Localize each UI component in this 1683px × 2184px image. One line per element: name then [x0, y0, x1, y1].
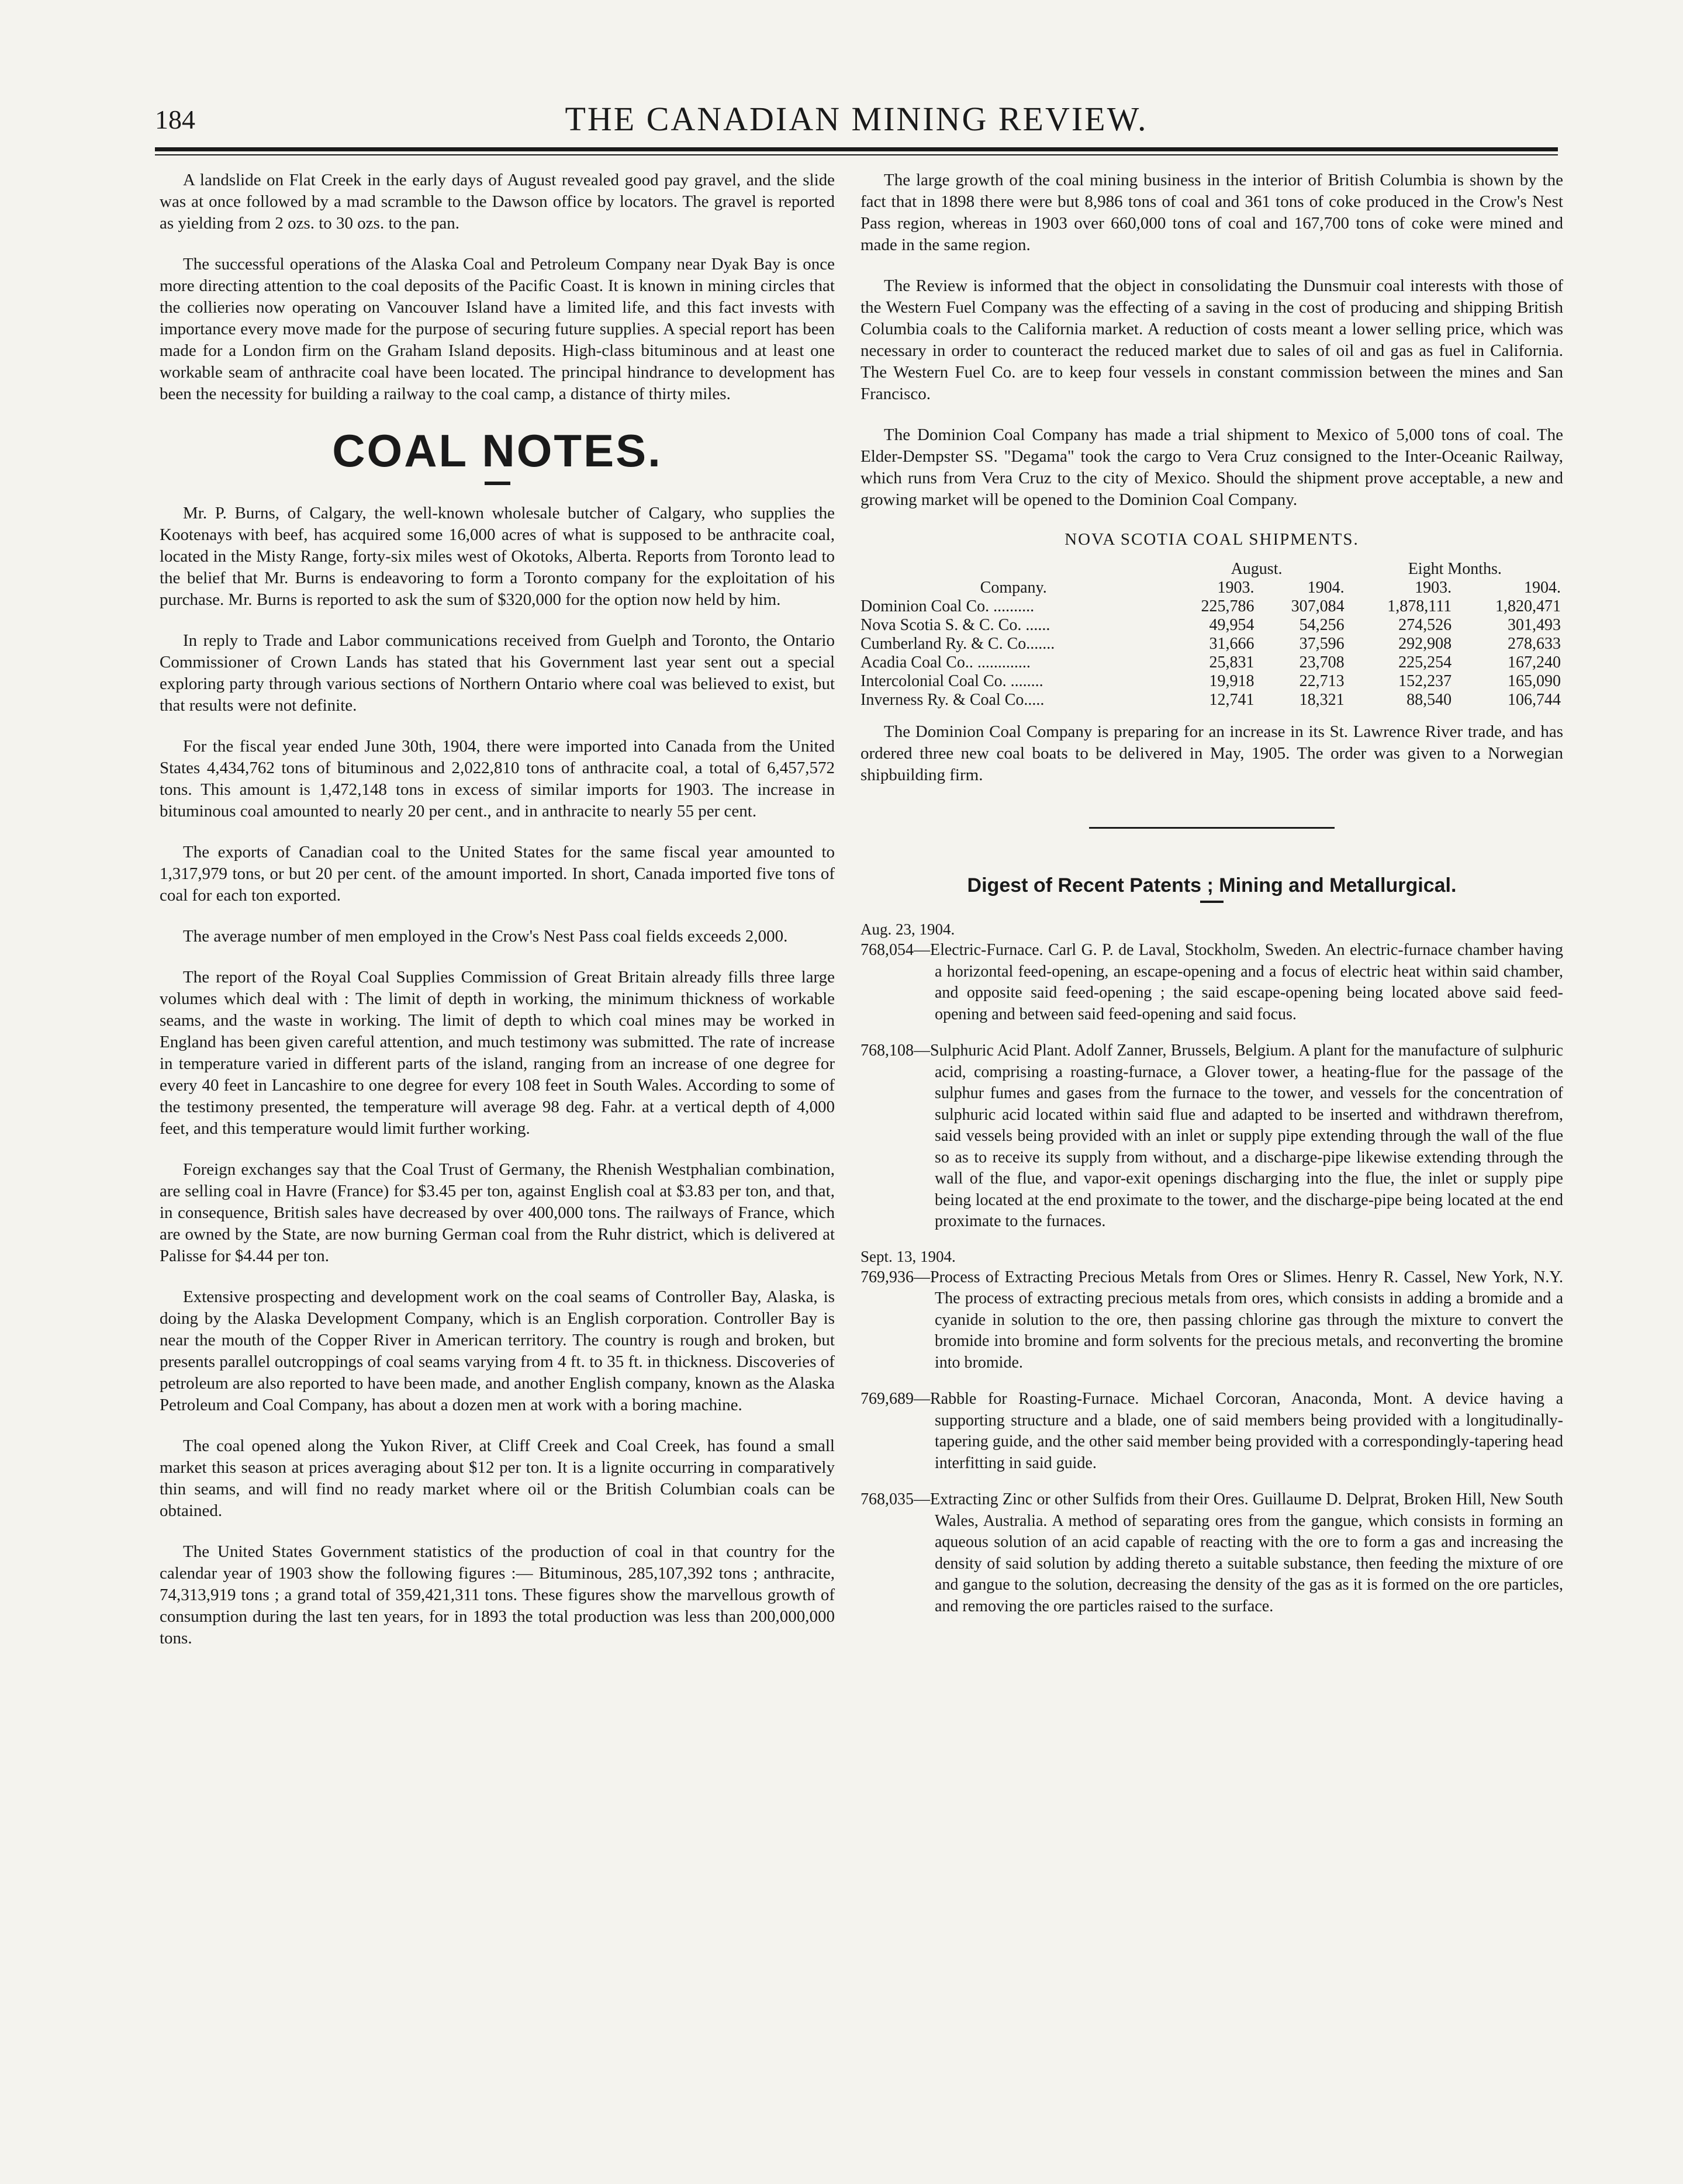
patents-heading: Digest of Recent Patents ; Mining and Metallurgical.	[967, 874, 1457, 897]
patent-entry: 768,108—Sulphuric Acid Plant. Adolf Zanner, Brussels, Belgium. A plant for the manufacture of sulphuric acid, comprising a roasting-furnace, a Glover tower, a heating-flue for the passage of the sulphur fumes and gases from the furnace to the tower, and vessels for the concentration of sulphuric acid located within said flue and adapted to be inserted and withdrawn therefrom, said vessels being provided with an inlet or supply pipe extending through the wall of the flue so as to receive its supply from without, and a discharge-pipe likewise extending through the wall of the flue, and vapor-exit openings discharging into the flue, the inlet or supply pipe being located at the end proximate to the tower, and the discharge-pipe being located at the end proximate to the furnaces.	[860, 1041, 1563, 1230]
column-header-year: 1904.	[1524, 579, 1561, 597]
journal-title: THE CANADIAN MINING REVIEW.	[565, 100, 1148, 138]
patent-entry: 769,936—Process of Extracting Precious Metals from Ores or Slimes. Henry R. Cassel, New York, N.Y. The process of extracting precious metals from ores, which consists in adding a bromide and a cyanide in solution to the ore, then passing chlorine gas through the mixture to convert the bromide into bromine and form solvents for the precious metals, and reconverting the bromine into bromide.	[860, 1268, 1563, 1372]
article-paragraph: Extensive prospecting and development work on the coal seams of Controller Bay, Alaska, is doing by the Alaska Development Company, which is an English corporation. Controller Bay is near the mouth of the Copper River in American territory. The country is rough and broken, but presents parallel outcroppings of coal seams varying from 4 ft. to 35 ft. in thickness. Discoveries of petroleum are also reported to have been made, and another English company, known as the Alaska Petroleum and Coal Company, has about a dozen men at work with a boring machine.	[160, 1287, 835, 1414]
company-cell: Nova Scotia S. & C. Co. ......	[860, 616, 1050, 634]
table-row	[860, 597, 1563, 616]
right-column	[860, 169, 1563, 1632]
value-cell: 31,666	[1209, 635, 1255, 653]
value-cell: 225,786	[1201, 597, 1255, 615]
company-cell: Acadia Coal Co.. .............	[860, 653, 1031, 672]
section-divider	[1089, 827, 1335, 829]
column-header-year: 1903.	[1217, 579, 1255, 597]
table-row	[860, 635, 1563, 653]
page-header	[155, 94, 1558, 140]
article-paragraph: The Dominion Coal Company is preparing for an increase in its St. Lawrence River trade, and has ordered three new coal boats to be delivered in May, 1905. The order was given to a Norwegian shipbuilding firm.	[860, 722, 1563, 784]
shipments-table	[860, 560, 1563, 709]
heading-dash	[485, 482, 510, 485]
group-header-eight-months: Eight Months.	[1408, 560, 1502, 578]
patent-entry: 768,035—Extracting Zinc or other Sulfids from their Ores. Guillaume D. Delprat, Broken Hill, New South Wales, Australia. A method of separating ores from the gangue, which consists in forming an aqueous solution of an acid capable of reacting with the ore to form a gas and increasing the density of said solution by adding thereto a suitable substance, then feeding the mixture of ore and gangue to the solution, decreasing the density of the gas as it is formed on the ore particles, and removing the ore particles raised to the surface.	[860, 1490, 1563, 1615]
company-cell: Dominion Coal Co. ..........	[860, 597, 1035, 615]
article-paragraph: The United States Government statistics of the production of coal in that country for the calendar year of 1903 show the following figures :— Bituminous, 285,107,392 tons ; anthracite, 74,313,919 tons ; a grand total of 359,421,311 tons. These figures show the marvellous growth of consumption during the last ten years, for in 1893 the total production was less than 200,000,000 tons.	[160, 1542, 835, 1647]
table-group-header-row	[860, 560, 1563, 579]
article-paragraph: A landslide on Flat Creek in the early days of August revealed good pay gravel, and the slide was at once followed by a mad scramble to the Dawson office by locators. The gravel is reported as yielding from 2 ozs. to 30 ozs. to the pan.	[160, 171, 835, 233]
article-paragraph: Mr. P. Burns, of Calgary, the well-known wholesale butcher of Calgary, who supplies the Kootenays with beef, has acquired some 16,000 acres of what is supposed to be anthracite coal, located in the Misty Range, forty-six miles west of Okotoks, Alberta. Reports from Toronto lead to the belief that Mr. Burns is endeavoring to form a Toronto company for the exploitation of his purchase. Mr. Burns is reported to ask the sum of $320,000 for the option now held by him.	[160, 504, 835, 609]
article-paragraph: The large growth of the coal mining business in the interior of British Columbia is shown by the fact that in 1898 there were but 8,986 tons of coal and 361 tons of coke produced in the Crow's Nest Pass region, whereas in 1903 over 660,000 tons of coal and 167,700 tons of coke were mined and made in the same region.	[860, 171, 1563, 254]
article-paragraph: The report of the Royal Coal Supplies Commission of Great Britain already fills three large volumes which deal with : The limit of depth in working, the minimum thickness of workable seams, and the waste in working. The limit of depth to which coal mines may be worked in England has been given careful attention, and much testimony was submitted. The rate of increase in temperature varied in different parts of the island, ranging from an increase of one degree for every 40 feet in Lancashire to one degree for every 108 feet in South Wales. According to some of the testimony presented, the temperature will average 98 deg. Fahr. at a vertical depth of 4,000 feet, and this temperature would limit further working.	[160, 968, 835, 1138]
article-paragraph: Foreign exchanges say that the Coal Trust of Germany, the Rhenish Westphalian combination, are selling coal in Havre (France) for $3.45 per ton, against English coal at $3.83 per ton, and that, in consequence, British sales have decreased by over 400,000 tons. The railways of France, which are owned by the State, are now burning German coal from the Ruhr district, which is delivered at Palisse for $4.44 per ton.	[160, 1160, 835, 1265]
header-rule-thin	[155, 154, 1558, 155]
value-cell: 165,090	[1508, 672, 1561, 690]
patent-entry: 769,689—Rabble for Roasting-Furnace. Michael Corcoran, Anaconda, Mont. A device having a supporting structure and a blade, one of said members being provided with a longitudinally-tapering guide, and the other said member being provided with a correspondingly-tapering head interfitting in said guide.	[860, 1390, 1563, 1472]
value-cell: 18,321	[1299, 691, 1345, 709]
company-cell: Cumberland Ry. & C. Co.......	[860, 635, 1055, 653]
value-cell: 167,240	[1508, 653, 1561, 672]
value-cell: 12,741	[1209, 691, 1255, 709]
value-cell: 54,256	[1299, 616, 1345, 634]
value-cell: 106,744	[1508, 691, 1561, 709]
header-rule	[155, 147, 1558, 151]
value-cell: 225,254	[1398, 653, 1452, 672]
article-paragraph: The coal opened along the Yukon River, at Cliff Creek and Coal Creek, has found a small market this season at prices averaging about $12 per ton. It is a lignite occurring in comparatively thin seams, and will find no ready market where oil or the British Columbian coals can be obtained.	[160, 1437, 835, 1520]
column-header-year: 1903.	[1415, 579, 1452, 597]
table-row	[860, 691, 1563, 709]
article-paragraph: The exports of Canadian coal to the United States for the same fiscal year amounted to 1,317,979 tons, or but 20 per cent. of the amount imported. In short, Canada imported five tons of coal for each ton exported.	[160, 843, 835, 905]
article-paragraph: The average number of men employed in the Crow's Nest Pass coal fields exceeds 2,000.	[183, 927, 788, 946]
patent-date: Aug. 23, 1904.	[860, 920, 955, 938]
heading-dash	[1200, 901, 1224, 903]
left-column	[160, 169, 835, 1669]
article-paragraph: The Dominion Coal Company has made a trial shipment to Mexico of 5,000 tons of coal. The Elder-Dempster SS. "Degama" took the cargo to Vera Cruz consigned to the Inter-Oceanic Railway, which runs from Vera Cruz to the city of Mexico. Should the shipment prove acceptable, a new and growing market will be opened to the Dominion Coal Company.	[860, 425, 1563, 509]
value-cell: 23,708	[1299, 653, 1345, 672]
group-header-august: August.	[1231, 560, 1283, 578]
value-cell: 25,831	[1209, 653, 1255, 672]
value-cell: 22,713	[1299, 672, 1345, 690]
value-cell: 1,820,471	[1495, 597, 1561, 615]
company-cell: Intercolonial Coal Co. ........	[860, 672, 1043, 690]
table-row	[860, 616, 1563, 635]
table-row	[860, 653, 1563, 672]
column-header-company: Company.	[980, 579, 1047, 597]
article-paragraph: The successful operations of the Alaska Coal and Petroleum Company near Dyak Bay is once more directing attention to the coal deposits of the Pacific Coast. It is known in mining circles that the collieries now operating on Vancouver Island have a limited life, and this fact invests with importance every move made for the purpose of securing future supplies. A special report has been made for a London firm on the Graham Island deposits. High-class bituminous and at least one workable seam of anthracite coal have been located. The principal hindrance to development has been the necessity for building a railway to the coal camp, a distance of thirty miles.	[160, 255, 835, 403]
patent-date: Sept. 13, 1904.	[860, 1247, 956, 1265]
table-row	[860, 672, 1563, 691]
section-heading-coal-notes: COAL NOTES.	[332, 425, 662, 476]
page-number: 184	[155, 105, 195, 134]
value-cell: 49,954	[1209, 616, 1255, 634]
patent-entry: 768,054—Electric-Furnace. Carl G. P. de Laval, Stockholm, Sweden. An electric-furnace chamber having a horizontal feed-opening, an escape-opening and a focus of electric heat within said chamber, and opposite said feed-opening ; the said escape-opening being located above said feed-opening and between said feed-opening and said focus.	[860, 941, 1563, 1023]
article-paragraph: The Review is informed that the object in consolidating the Dunsmuir coal interests with those of the Western Fuel Company was the effecting of a saving in the cost of producing and shipping British Columbia coals to the California market. A reduction of costs meant a lower selling price, which was necessary in order to counteract the reduced market due to sales of oil and gas as fuel in California. The Western Fuel Co. are to keep four vessels in constant commission between the mines and San Francisco.	[860, 276, 1563, 403]
column-header-year: 1904.	[1307, 579, 1345, 597]
value-cell: 37,596	[1299, 635, 1345, 653]
value-cell: 301,493	[1508, 616, 1561, 634]
value-cell: 278,633	[1508, 635, 1561, 653]
value-cell: 19,918	[1209, 672, 1255, 690]
table-header-row	[860, 579, 1563, 597]
company-cell: Inverness Ry. & Coal Co.....	[860, 691, 1045, 709]
value-cell: 152,237	[1398, 672, 1452, 690]
value-cell: 88,540	[1406, 691, 1452, 709]
table-title: NOVA SCOTIA COAL SHIPMENTS.	[1065, 530, 1359, 549]
value-cell: 292,908	[1398, 635, 1452, 653]
value-cell: 1,878,111	[1387, 597, 1452, 615]
value-cell: 274,526	[1398, 616, 1452, 634]
article-paragraph: For the fiscal year ended June 30th, 1904, there were imported into Canada from the United States 4,434,762 tons of bituminous and 2,022,810 tons of anthracite coal, a total of 6,457,572 tons. This amount is 1,472,148 tons in excess of similar imports for 1903. The increase in bituminous coal amounted to nearly 20 per cent., and in anthracite to nearly 55 per cent.	[160, 737, 835, 821]
value-cell: 307,084	[1291, 597, 1345, 615]
article-paragraph: In reply to Trade and Labor communications received from Guelph and Toronto, the Ontario Commissioner of Crown Lands has stated that his Government last year sent out a special exploring party through various sections of Northern Ontario where coal was believed to exist, but that results were not definite.	[160, 631, 835, 715]
